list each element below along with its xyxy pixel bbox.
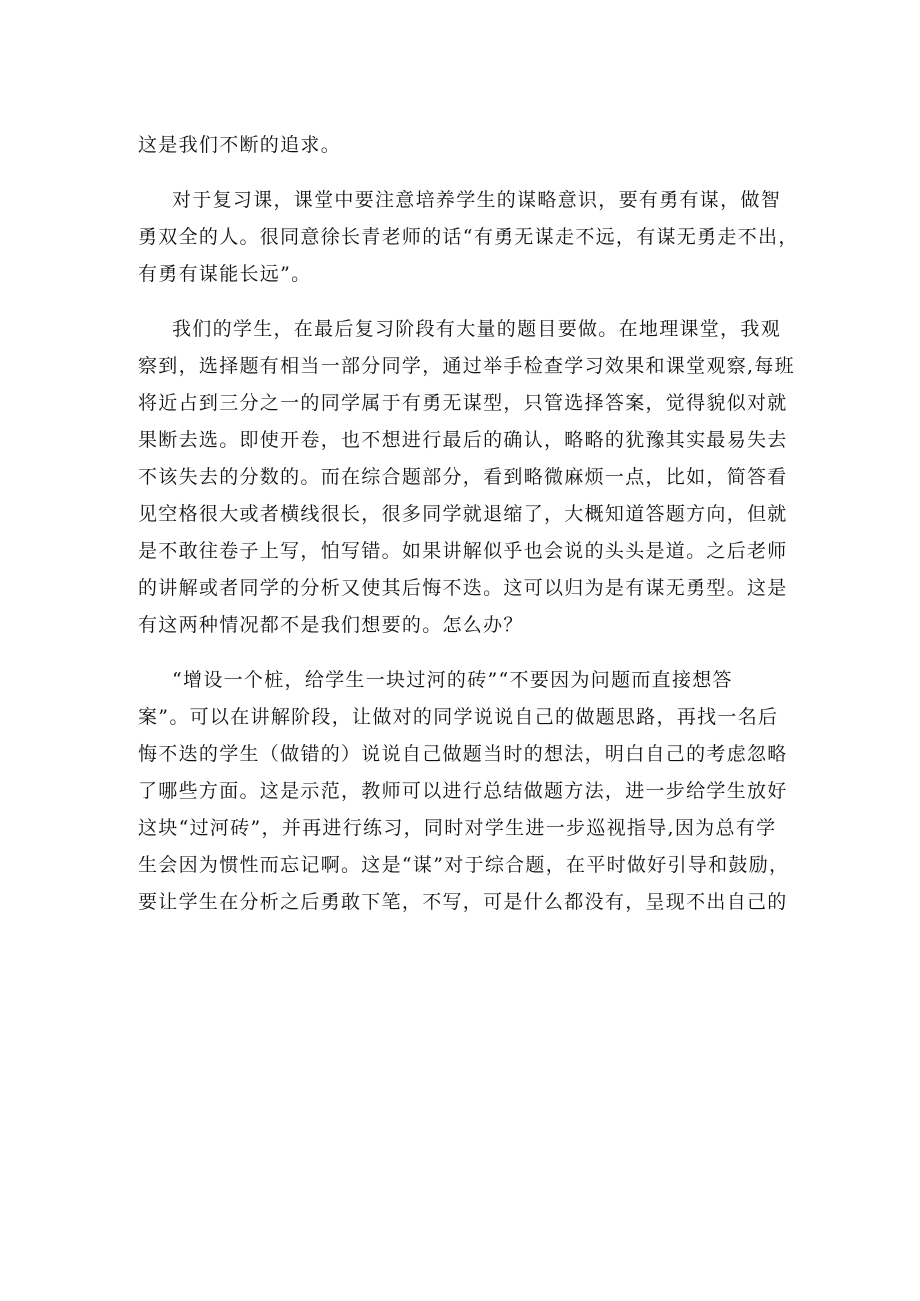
paragraph-4 (138, 662, 788, 921)
text-line: 察到，选择题有相当一部分同学，通过举手检查学习效果和课堂观察,每班 (138, 355, 795, 377)
text-line: 果断去选。即使开卷，也不想进行最后的确认，略略的犹豫其实最易失去 (138, 429, 788, 451)
text-line: 见空格很大或者横线很长，很多同学就退缩了，大概知道答题方向，但就 (138, 503, 788, 525)
text-line: 我们的学生，在最后复习阶段有大量的题目要做。在地理课堂，我观 (172, 318, 782, 340)
text-line: 将近占到三分之一的同学属于有勇无谋型，只管选择答案，觉得貌似对就 (138, 392, 788, 414)
text-line: 了哪些方面。这是示范，教师可以进行总结做题方法，进一步给学生放好 (138, 780, 788, 802)
document-body (138, 127, 799, 921)
text-line: 勇双全的人。很同意徐长青老师的话“有勇无谋走不远，有谋无勇走不出， (138, 226, 799, 248)
text-line: 的讲解或者同学的分析又使其后悔不迭。这可以归为是有谋无勇型。这是 (138, 577, 788, 599)
text-line: 要让学生在分析之后勇敢下笔，不写，可是什么都没有，呈现不出自己的 (138, 891, 788, 913)
text-line: 悔不迭的学生（做错的）说说自己做题当时的想法，明白自己的考虑忽略 (138, 743, 788, 765)
text-line: 对于复习课，课堂中要注意培养学生的谋略意识，要有勇有谋，做智 (172, 189, 782, 211)
paragraph-2 (138, 182, 799, 293)
paragraph-1 (138, 127, 788, 164)
text-line: “增设一个桩，给学生一块过河的砖”“不要因为问题而直接想答 (172, 669, 733, 691)
text-line: 这是我们不断的追求。 (138, 134, 342, 156)
paragraph-3 (138, 311, 795, 644)
text-line: 是不敢往卷子上写，怕写错。如果讲解似乎也会说的头头是道。之后老师 (138, 540, 788, 562)
paragraph-gap (138, 293, 788, 311)
text-line: 生会因为惯性而忘记啊。这是“谋”对于综合题，在平时做好引导和鼓励， (138, 854, 790, 876)
text-line: 不该失去的分数的。而在综合题部分，看到略微麻烦一点，比如，简答看 (138, 466, 788, 488)
text-line: 这块“过河砖”，并再进行练习，同时对学生进一步巡视指导,因为总有学 (138, 817, 777, 839)
paragraph-gap (138, 644, 788, 662)
paragraph-gap (138, 164, 788, 182)
text-line: 案”。可以在讲解阶段，让做对的同学说说自己的做题思路，再找一名后 (138, 706, 779, 728)
text-line: 有勇有谋能长远”。 (138, 263, 312, 285)
text-line: 有这两种情况都不是我们想要的。怎么办？ (138, 614, 524, 636)
